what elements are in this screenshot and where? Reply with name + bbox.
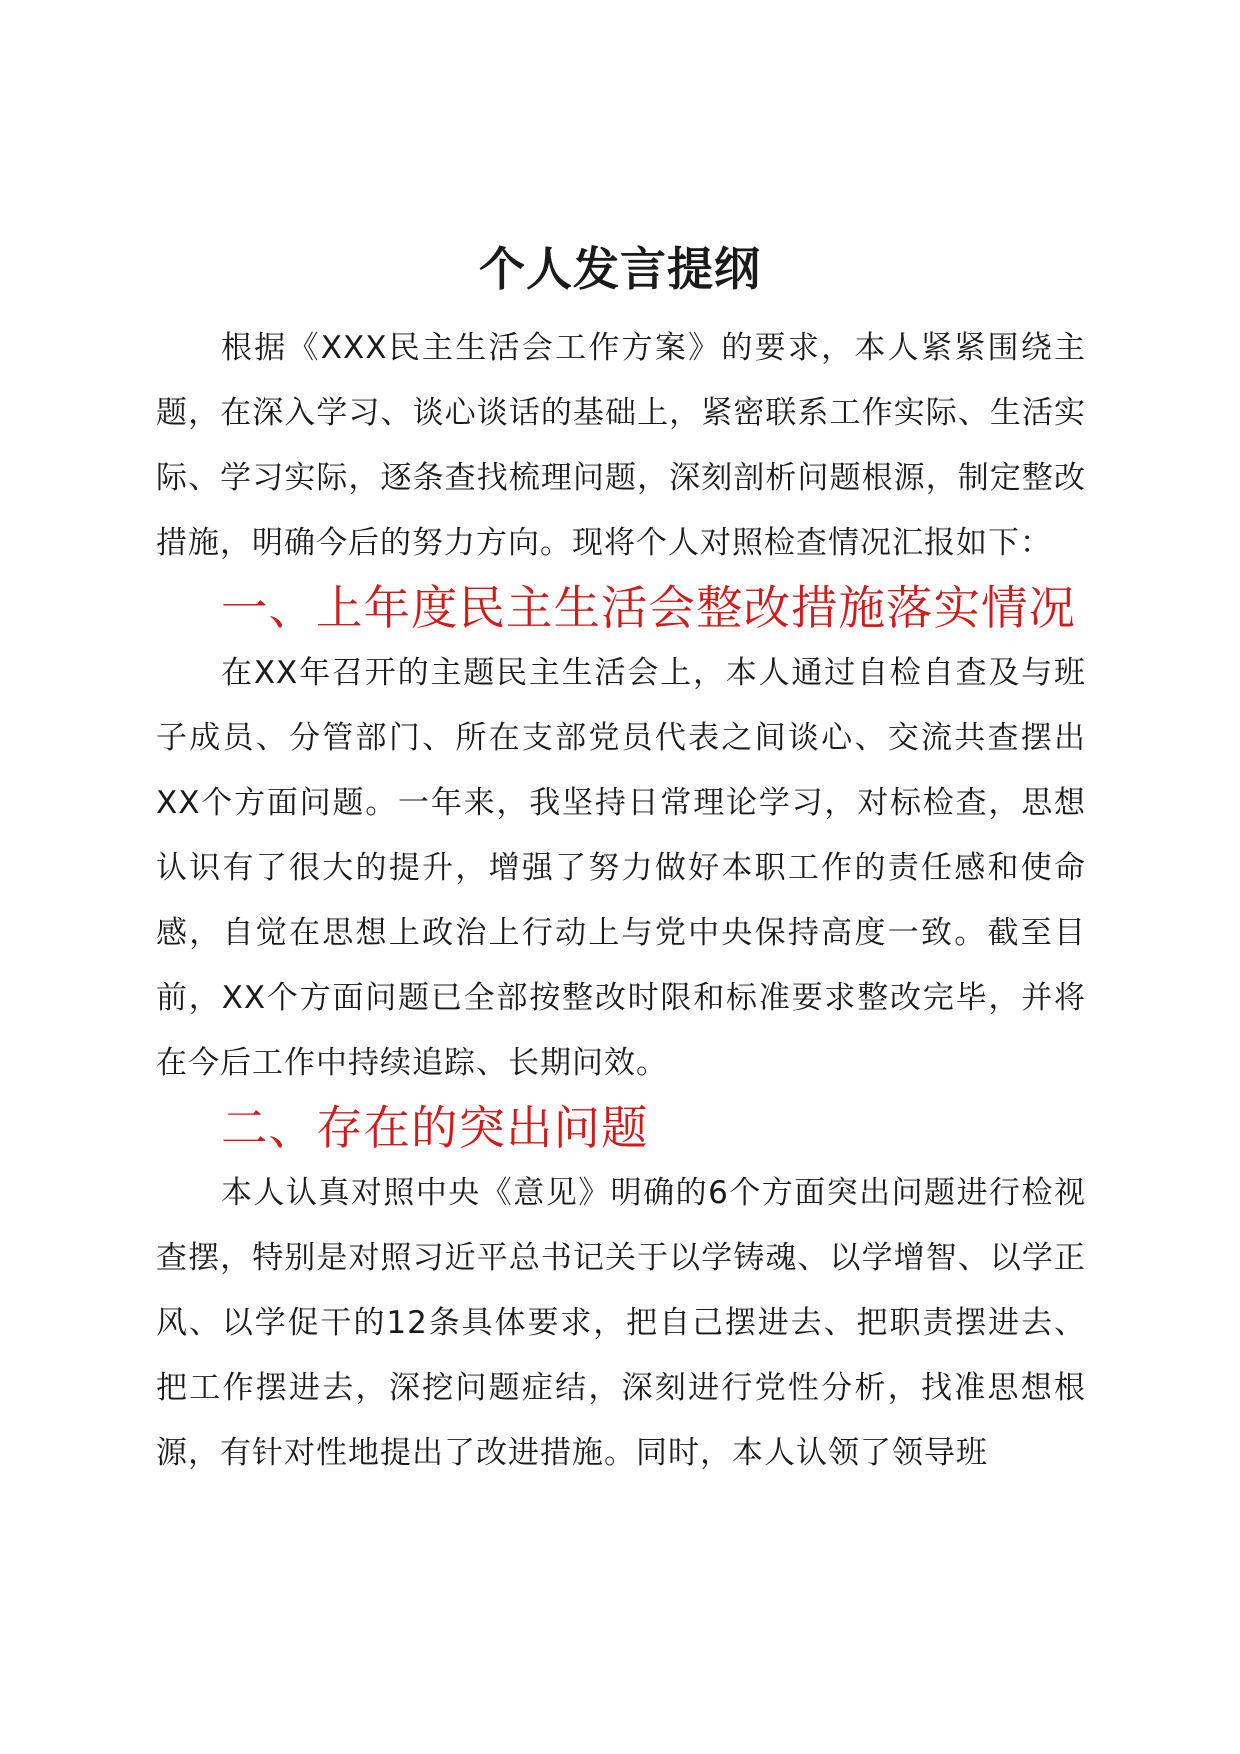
section-paragraph-1: 在XX年召开的主题民主生活会上，本人通过自检自查及与班子成员、分管部门、所在支部党员代表之间谈心、交流共查摆出XX个方面问题。一年来，我坚持日常理论学习，对标检查，思想认识有了很大的提升，增强了努力做好本职工作的责任感和使命感，自觉在思想上政治上行动上与党中央保持高度一致。截至目前，XX个方面问题已全部按整改时限和标准要求整改完毕，并将在今后工作中持续追踪、长期问效。 (156, 655, 1086, 1081)
document-body (156, 316, 1086, 1486)
section-heading-1: 一、上年度民主生活会整改措施落实情况 (221, 581, 1076, 635)
document-title: 个人发言提纲 (479, 241, 761, 296)
section-paragraph-2: 本人认真对照中央《意见》明确的6个方面突出问题进行检视查摆，特别是对照习近平总书记关于以学铸魂、以学增智、以学正风、以学促干的12条具体要求，把自己摆进去、把职责摆进去、把工作摆进去，深挖问题症结，深刻进行党性分析，找准思想根源，有针对性地提出了改进措施。同时，本人认领了领导班 (156, 1175, 1086, 1471)
intro-paragraph: 根据《XXX民主生活会工作方案》的要求，本人紧紧围绕主题，在深入学习、谈心谈话的基础上，紧密联系工作实际、生活实际、学习实际，逐条查找梳理问题，深刻剖析问题根源，制定整改措施，明确今后的努力方向。现将个人对照检查情况汇报如下： (156, 330, 1086, 561)
section-heading-2: 二、存在的突出问题 (221, 1101, 649, 1155)
